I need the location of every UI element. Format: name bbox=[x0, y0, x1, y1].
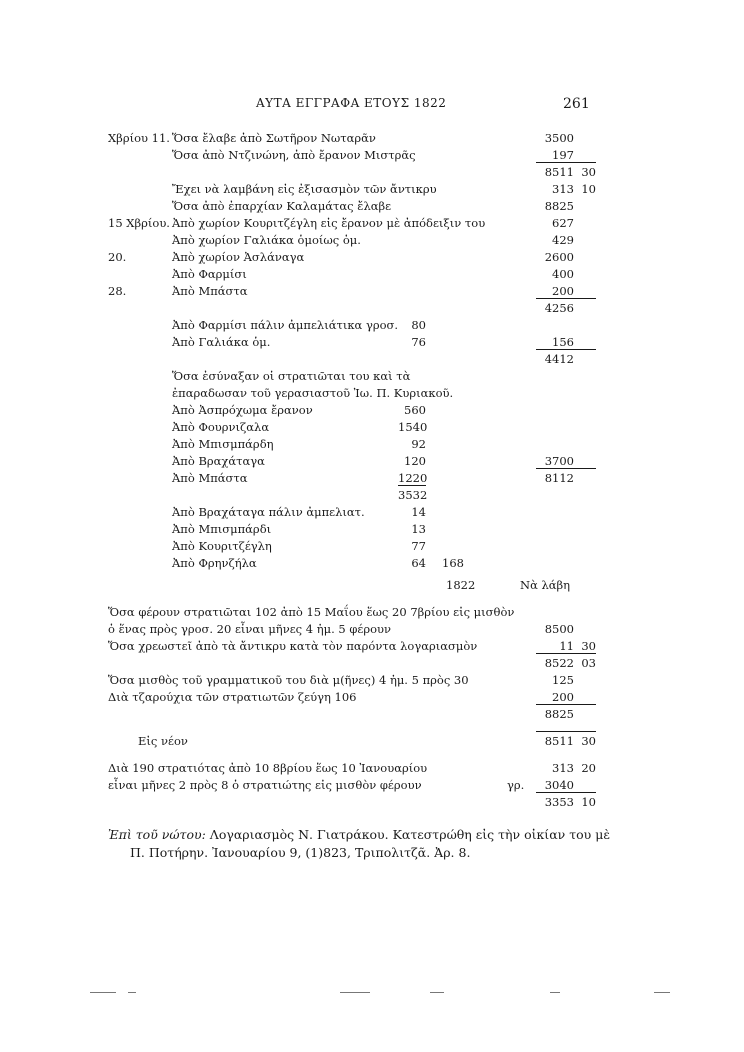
cell-desc: Ἔχει νὰ λαμβάνη εἰς ἐξισασμὸν τῶν ἄντικρυ bbox=[172, 182, 437, 196]
cell-v1: 76 bbox=[411, 335, 426, 349]
ledger-row bbox=[0, 794, 744, 812]
ledger-row bbox=[0, 147, 744, 165]
ledger-row bbox=[0, 283, 744, 301]
ledger-row bbox=[0, 487, 744, 505]
to-receive-label: Νὰ λάβη bbox=[520, 578, 571, 592]
cell-desc: Ὅσα ἐσύναξαν οἱ στρατιῶται του καὶ τὰ bbox=[172, 369, 411, 383]
cell-amt: 8522 bbox=[544, 656, 574, 670]
cell-amt: 313 bbox=[552, 761, 574, 775]
cell-desc: Ἀπὸ Φαρμίσι πάλιν ἀμπελιάτικα γροσ. bbox=[172, 318, 399, 332]
ledger-row bbox=[0, 419, 744, 437]
cell-amt: 3040 bbox=[544, 778, 574, 792]
ledger-row bbox=[0, 638, 744, 656]
page-edge-marks bbox=[90, 992, 690, 994]
cell-v1: 560 bbox=[404, 403, 426, 417]
footnote bbox=[108, 826, 611, 862]
ledger-row bbox=[0, 706, 744, 724]
sum-rule bbox=[536, 653, 596, 654]
cell-currency: γρ. bbox=[507, 778, 525, 792]
ledger-row bbox=[0, 300, 744, 318]
cell-date: 15 Χβρίου. bbox=[108, 216, 170, 230]
cell-cents: 10 bbox=[581, 795, 596, 809]
cell-cents: 20 bbox=[581, 761, 596, 775]
ledger-row bbox=[0, 181, 744, 199]
footnote-label: Ἐπὶ τοῦ νώτου: bbox=[108, 827, 206, 842]
cell-cents: 10 bbox=[581, 182, 596, 196]
cell-desc: Ἀπὸ Γαλιάκα ὁμ. bbox=[172, 335, 271, 349]
section2-header bbox=[0, 577, 744, 595]
ledger-row bbox=[0, 453, 744, 471]
cell-amt: 8825 bbox=[544, 199, 574, 213]
cell-desc: Ὅσα ἀπὸ ἐπαρχίαν Καλαμάτας ἔλαβε bbox=[172, 199, 392, 213]
ledger-row bbox=[0, 538, 744, 556]
cell-amt: 3353 bbox=[544, 795, 574, 809]
cell-amt: 2600 bbox=[544, 250, 574, 264]
cell-v1: 64 bbox=[411, 556, 426, 570]
ledger-row bbox=[0, 215, 744, 233]
cell-amt: 156 bbox=[552, 335, 574, 349]
cell-v1: 1220 bbox=[398, 471, 428, 485]
cell-date: Χβρίου 11. bbox=[108, 131, 170, 145]
ledger-row bbox=[0, 402, 744, 420]
ledger-row bbox=[0, 521, 744, 539]
sum-rule bbox=[536, 731, 596, 732]
cell-cents: 30 bbox=[581, 165, 596, 179]
cell-v1: 1540 bbox=[398, 420, 428, 434]
ledger-row bbox=[0, 198, 744, 216]
running-title: ΑΥΤΑ ΕΓΓΡΑΦΑ ΕΤΟΥΣ 1822 bbox=[256, 96, 447, 110]
cell-amt: 197 bbox=[552, 148, 574, 162]
ledger-row bbox=[0, 164, 744, 182]
cell-v1: 13 bbox=[411, 522, 426, 536]
ledger-row bbox=[0, 368, 744, 386]
cell-date: 20. bbox=[108, 250, 127, 264]
cell-desc: Ἀπὸ Μπάστα bbox=[172, 284, 248, 298]
cell-amt: 11 bbox=[559, 639, 574, 653]
ledger-row bbox=[0, 232, 744, 250]
cell-desc: Ἀπὸ Μπισμπάρδη bbox=[172, 437, 274, 451]
cell-desc: Ὅσα ἀπὸ Ντζινώνη, ἀπὸ ἔρανον Μιστρᾶς bbox=[172, 148, 416, 162]
sum-rule bbox=[398, 485, 426, 486]
cell-v1: 14 bbox=[411, 505, 426, 519]
footnote-line-2: Π. Ποτήρην. Ἰανουαρίου 9, (1)823, Τριπολιτζᾶ. Ἀρ. 8. bbox=[130, 845, 471, 860]
cell-v2: 168 bbox=[442, 556, 464, 570]
sum-rule bbox=[536, 468, 596, 469]
cell-desc: Ἀπὸ Φουρνιζαλα bbox=[172, 420, 270, 434]
ledger-row bbox=[0, 334, 744, 352]
ledger-row bbox=[0, 655, 744, 673]
ledger-row bbox=[0, 733, 744, 751]
cell-desc: Ὅσα ἔλαβε ἀπὸ Σωτῆρον Νωταρᾶν bbox=[172, 131, 376, 145]
sum-rule bbox=[536, 704, 596, 705]
ledger-row bbox=[0, 470, 744, 488]
ledger-row bbox=[0, 266, 744, 284]
cell-text: Εἰς νέον bbox=[138, 734, 188, 748]
cell-v1: 80 bbox=[411, 318, 426, 332]
ledger-row bbox=[0, 555, 744, 573]
cell-amt: 3500 bbox=[544, 131, 574, 145]
cell-v1: 120 bbox=[404, 454, 426, 468]
cell-desc: Ἀπὸ Βραχάταγα πάλιν ἀμπελιατ. bbox=[172, 505, 365, 519]
cell-amt: 4256 bbox=[544, 301, 574, 315]
ledger-row bbox=[0, 351, 744, 369]
cell-text: εἶναι μῆνες 2 πρὸς 8 ὁ στρατιώτης εἰς μισθὸν φέρουν bbox=[108, 778, 422, 792]
ledger-row bbox=[0, 317, 744, 335]
cell-text: Διὰ 190 στρατιότας ἀπὸ 10 8βρίου ἕως 10 Ἰανουαρίου bbox=[108, 761, 428, 775]
cell-amt: 4412 bbox=[544, 352, 574, 366]
cell-text: Ὅσα φέρουν στρατιῶται 102 ἀπὸ 15 Μαΐου ἕως 20 7βρίου εἰς μισθὸν bbox=[108, 605, 515, 619]
cell-text: ὁ ἕνας πρὸς γροσ. 20 εἶναι μῆνες 4 ἡμ. 5 φέρουν bbox=[108, 622, 392, 636]
cell-text: Ὅσα μισθὸς τοῦ γραμματικοῦ του διὰ μ(ῆνες) 4 ἡμ. 5 πρὸς 30 bbox=[108, 673, 469, 687]
ledger-row bbox=[0, 760, 744, 778]
ledger-row bbox=[0, 249, 744, 267]
cell-date: 28. bbox=[108, 284, 127, 298]
ledger-row bbox=[0, 621, 744, 639]
cell-desc: Ἀπὸ Φαρμίσι bbox=[172, 267, 247, 281]
year: 1822 bbox=[446, 578, 476, 592]
ledger-row bbox=[0, 777, 744, 795]
ledger-row bbox=[0, 130, 744, 148]
cell-v1: 3532 bbox=[398, 488, 428, 502]
cell-cents: 30 bbox=[581, 734, 596, 748]
sum-rule bbox=[536, 298, 596, 299]
cell-desc: ἐπαραδωσαν τοῦ γερασιαστοῦ Ἰω. Π. Κυριακοῦ. bbox=[172, 386, 454, 400]
cell-text: Διὰ τζαρούχια τῶν στρατιωτῶν ζεύγη 106 bbox=[108, 690, 357, 704]
cell-desc: Ἀπὸ Ἀσπρόχωμα ἔρανον bbox=[172, 403, 313, 417]
cell-amt: 200 bbox=[552, 690, 574, 704]
cell-v1: 92 bbox=[411, 437, 426, 451]
cell-desc: Ἀπὸ Μπάστα bbox=[172, 471, 248, 485]
cell-amt: 8511 bbox=[544, 165, 574, 179]
page-number: 261 bbox=[563, 96, 590, 112]
sum-rule bbox=[536, 349, 596, 350]
cell-cents: 30 bbox=[581, 639, 596, 653]
cell-amt: 125 bbox=[552, 673, 574, 687]
cell-cents: 03 bbox=[581, 656, 596, 670]
cell-amt: 429 bbox=[552, 233, 574, 247]
cell-text: Ὅσα χρεωστεῖ ἀπὸ τὰ ἄντικρυ κατὰ τὸν παρόντα λογαριασμὸν bbox=[108, 639, 478, 653]
cell-amt: 400 bbox=[552, 267, 574, 281]
cell-amt: 8511 bbox=[544, 734, 574, 748]
cell-desc: Ἀπὸ χωρίον Ἀσλάναγα bbox=[172, 250, 305, 264]
ledger-row bbox=[0, 689, 744, 707]
cell-amt: 8112 bbox=[544, 471, 574, 485]
page-header bbox=[0, 96, 744, 114]
cell-amt: 8825 bbox=[544, 707, 574, 721]
footnote-line-1 bbox=[108, 826, 611, 844]
ledger-row bbox=[0, 436, 744, 454]
cell-amt: 200 bbox=[552, 284, 574, 298]
cell-desc: Ἀπὸ χωρίον Γαλιάκα ὁμοίως ὁμ. bbox=[172, 233, 361, 247]
ledger-row bbox=[0, 504, 744, 522]
ledger-row bbox=[0, 672, 744, 690]
cell-desc: Ἀπὸ Μπισμπάρδι bbox=[172, 522, 272, 536]
ledger-row bbox=[0, 604, 744, 622]
cell-desc: Ἀπὸ Βραχάταγα bbox=[172, 454, 265, 468]
cell-v1: 77 bbox=[411, 539, 426, 553]
footnote-text-1: Λογαριασμὸς Ν. Γιατράκου. Κατεστρώθη εἰς τὴν οἰκίαν του μὲ bbox=[209, 827, 611, 842]
sum-rule bbox=[536, 162, 596, 163]
cell-amt: 627 bbox=[552, 216, 574, 230]
cell-desc: Ἀπὸ Φρηνζήλα bbox=[172, 556, 257, 570]
sum-rule bbox=[536, 792, 596, 793]
cell-desc: Ἀπὸ Κουριτζέγλη bbox=[172, 539, 272, 553]
cell-amt: 3700 bbox=[544, 454, 574, 468]
cell-desc: Ἀπὸ χωρίον Κουριτζέγλη εἰς ἔρανον μὲ ἀπόδειξιν του bbox=[172, 216, 486, 230]
ledger-row bbox=[0, 385, 744, 403]
cell-amt: 313 bbox=[552, 182, 574, 196]
cell-amt: 8500 bbox=[544, 622, 574, 636]
